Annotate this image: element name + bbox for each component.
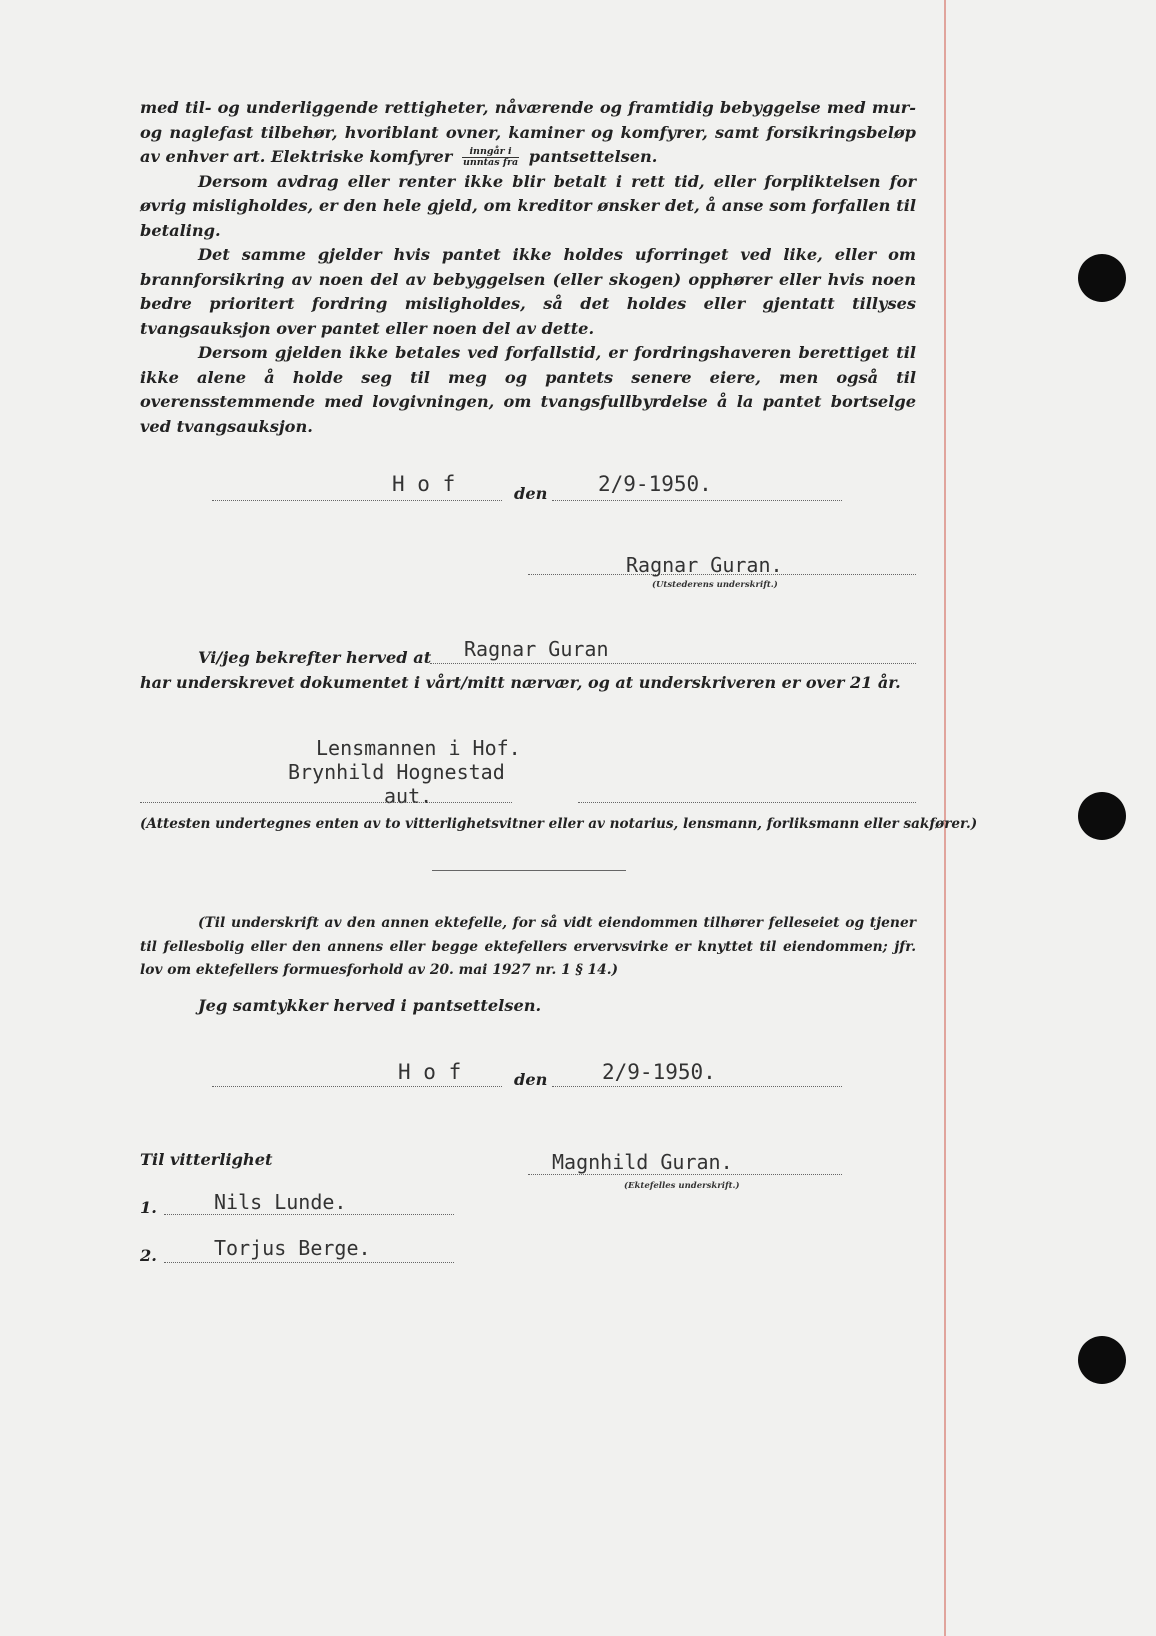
- attest-name-line: [430, 663, 916, 664]
- stamp-line-1: Lensmannen i Hof.: [316, 736, 521, 760]
- place-field: H o f: [392, 472, 456, 496]
- witness-line: [164, 1262, 454, 1263]
- witness-line-left: [140, 802, 512, 803]
- spouse-caption: (Ektefelles underskrift.): [624, 1181, 740, 1191]
- terms-paragraph-4: Dersom gjelden ikke betales ved forfallstid, er fordringshaveren berettiget til ikke alene å holde seg til meg og pantets senere eiere, men også til overensstemmende med lovgivningen, om tvangsfullbyrdelse å la pantet bortselge ved tvangsauksjon.: [140, 343, 916, 436]
- punch-hole: [1078, 792, 1126, 840]
- attest-prefix: Vi/jeg bekrefter herved at: [198, 648, 432, 667]
- attest-statement: har underskrevet dokumentet i vårt/mitt nærvær, og at underskriveren er over 21 år.: [140, 673, 901, 692]
- witness-title: Til vitterlighet: [140, 1150, 273, 1169]
- date-line: [552, 500, 842, 501]
- punch-hole: [1078, 1336, 1126, 1384]
- spouse-signature: Magnhild Guran.: [552, 1150, 733, 1174]
- place-line: [212, 500, 502, 501]
- witness-number: 2.: [140, 1246, 157, 1265]
- spouse-den-label: den: [514, 1070, 548, 1089]
- date-field: 2/9-1950.: [598, 472, 712, 496]
- terms-block: [140, 96, 916, 439]
- witness-line: [164, 1214, 454, 1215]
- terms-paragraph-1: med til- og underliggende rettigheter, nåværende og framtidig bebyggelse med mur- og naglefast tilbehør, hvoriblant ovner, kaminer og komfyrer, samt forsikringsbeløp av enhver art. Elektriske komfyrer $\frac{\text{inngår i}}{\text{unntas fra}}$ pantsettelsen.: [140, 98, 916, 168]
- spouse-date-line: [552, 1086, 842, 1087]
- terms-paragraph-3: Det samme gjelder hvis pantet ikke holdes uforringet ved like, eller om brannforsikring av noen del av bebyggelsen (eller skogen) opphører eller hvis noen bedre prioritert fordring misligholdes, så det holdes eller gjentatt tillyses tvangsauksjon over pantet eller noen del av dette.: [140, 245, 916, 338]
- spouse-place-line: [212, 1086, 502, 1087]
- issuer-signature-line: [528, 574, 916, 575]
- witness-line-right: [578, 802, 916, 803]
- attest-name: Ragnar Guran: [464, 637, 609, 661]
- witness-name: Nils Lunde.: [214, 1190, 347, 1214]
- spouse-note: (Til underskrift av den annen ektefelle, for så vidt eiendommen tilhører felleseiet og tjener til fellesbolig eller den annens eller begge ektefellers ervervsvirke er knyttet til eiendommen; jfr. lov om ektefellers formuesforhold av 20. mai 1927 nr. 1 § 14.): [140, 915, 916, 978]
- spouse-place-field: H o f: [398, 1060, 462, 1084]
- section-divider: [432, 870, 626, 871]
- attest-note: (Attesten undertegnes enten av to vitterlighetsvitner eller av notarius, lensmann, forliksmann eller sakfører.): [140, 816, 978, 832]
- fraction: $\frac{\text{inngår i}}{\text{unntas fra}}$: [462, 146, 519, 168]
- issuer-caption: (Utstederens underskrift.): [652, 580, 778, 590]
- terms-paragraph-2: Dersom avdrag eller renter ikke blir betalt i rett tid, eller forpliktelsen for øvrig misligholdes, er den hele gjeld, om kreditor ønsker det, å anse som forfallen til betaling.: [140, 171, 916, 240]
- spouse-date-field: 2/9-1950.: [602, 1060, 716, 1084]
- den-label: den: [514, 484, 548, 503]
- punch-hole: [1078, 254, 1126, 302]
- witness-number: 1.: [140, 1198, 157, 1217]
- witness-name: Torjus Berge.: [214, 1236, 371, 1260]
- issuer-signature: Ragnar Guran.: [626, 553, 783, 577]
- spouse-signature-line: [528, 1174, 842, 1175]
- stamp-line-2: Brynhild Hognestad: [288, 760, 505, 784]
- consent-text: Jeg samtykker herved i pantsettelsen.: [198, 996, 542, 1015]
- stamp-line-3: aut.: [384, 784, 433, 808]
